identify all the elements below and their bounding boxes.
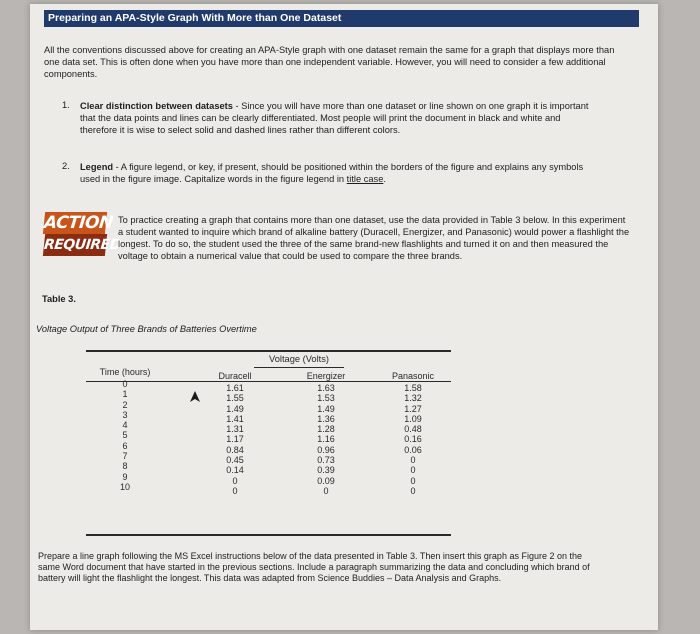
action-paragraph: To practice creating a graph that contains more than one dataset, use the data provided in Table 3 below. In this experiment a student wanted to inquire which brand of alkaline battery (Duracell, Energizer, and Panasonic) would power a flashlight the longest. To do so, the student used the three of the same brand-new flashlights and turned it on and then measured the voltage to obtain a numerical value that could be used to compare the three brands. (118, 215, 630, 261)
table-cell-energizer: 0.09 (317, 475, 335, 486)
badge-line-required: REQUIRED (43, 234, 107, 256)
table-cell-duracell: 1.55 (226, 393, 244, 404)
table-cell-panasonic: 1.09 (404, 413, 422, 424)
table-cell-energizer: 1.53 (317, 393, 335, 404)
badge-line-action: ACTION (42, 213, 114, 233)
table-cell-energizer: 1.28 (317, 424, 335, 435)
table-cell-duracell: 0 (232, 485, 238, 496)
list-body-1: - Since you will have more than one dataset or line shown on one graph it is important that the data points and lines can be clearly differentiated. Most people will print the document in black and white and therefore it is wise to select solid and dashed lines rather than different colors. (80, 101, 589, 135)
table-cell-time: 2 (122, 399, 128, 410)
list-number-1: 1. (62, 100, 70, 110)
table-column-panasonic (382, 371, 444, 496)
document-page (30, 4, 658, 630)
table-cell-duracell: 0 (232, 475, 238, 486)
table-cell-time: 1 (122, 389, 128, 400)
table-cell-duracell: 1.31 (226, 424, 244, 435)
table-top-rule (86, 350, 451, 352)
table-cell-energizer: 0.73 (317, 455, 335, 466)
table-cell-panasonic: 0 (410, 465, 416, 476)
table-cell-duracell: 0.45 (226, 455, 244, 466)
table-cell-panasonic: 0 (410, 455, 416, 466)
table-cell-energizer: 1.16 (317, 434, 335, 445)
action-required-badge (42, 212, 122, 258)
table-cell-duracell: 0.84 (226, 444, 244, 455)
table-cell-duracell: 1.41 (226, 413, 244, 424)
table-cell-panasonic: 0.48 (404, 424, 422, 435)
table-cell-time: 8 (122, 461, 128, 472)
table-cell-panasonic: 1.58 (404, 383, 422, 393)
table-cell-time: 5 (122, 430, 128, 441)
list-end-2: . (383, 174, 386, 184)
table-cell-panasonic: 0 (410, 485, 416, 496)
table-cell-energizer: 1.36 (317, 413, 335, 424)
table-cell-time: 6 (122, 440, 128, 451)
column-header-duracell: Duracell (218, 371, 252, 381)
table-cell-duracell: 1.49 (226, 403, 244, 414)
table-cell-panasonic: 0 (410, 475, 416, 486)
table-cell-energizer: 0.96 (317, 444, 335, 455)
table-cell-time: 0 (122, 379, 128, 389)
table-cell-panasonic: 0.16 (404, 434, 422, 445)
table-cell-energizer: 0 (323, 485, 329, 496)
table-cell-panasonic: 1.27 (404, 403, 422, 414)
closing-paragraph: Prepare a line graph following the MS Excel instructions below of the data presented in Table 3. Then insert this graph as Figure 2 on the same Word document that have started in the previous sections. Include a paragraph summarizing the data and concluding which brand of battery will light the flashlight the longest. This data was adapted from Science Buddies – Data Analysis and Graphs. (38, 551, 590, 584)
table-cell-time: 10 (119, 481, 130, 492)
table-cell-energizer: 1.63 (317, 383, 335, 393)
table-cell-time: 7 (122, 451, 128, 462)
table-cell-time: 4 (122, 420, 128, 431)
table-cell-duracell: 0.14 (226, 465, 244, 476)
table-cell-energizer: 1.49 (317, 403, 335, 414)
table-cell-panasonic: 1.32 (404, 393, 422, 404)
intro-paragraph: All the conventions discussed above for creating an APA-Style graph with one dataset remain the same for a graph that displays more than one data set. This is often done when you have more than one independent variable. However, you will need to consider a few additional components. (44, 45, 615, 79)
voltage-spanner: Voltage (Volts) (269, 354, 329, 364)
list-number-2: 2. (62, 161, 70, 171)
table-label: Table 3. (42, 294, 76, 304)
list-item-2 (80, 161, 600, 185)
list-item-1 (80, 100, 600, 136)
table-column-energizer (292, 371, 360, 496)
table-cell-time: 3 (122, 409, 128, 420)
list-term-2: Legend (80, 162, 114, 172)
table-caption: Voltage Output of Three Brands of Batteries Overtime (36, 324, 257, 334)
list-term-1: Clear distinction between datasets (80, 101, 233, 111)
list-body-2: - A figure legend, or key, if present, should be positioned within the borders of the figure and explains any symbols used in the figure image. Capitalize words in the figure legend in (80, 162, 584, 184)
title-case-link[interactable]: title case (346, 174, 384, 184)
column-header-panasonic: Panasonic (391, 371, 435, 381)
cursor-arrow-icon (188, 390, 202, 404)
table-cell-energizer: 0.39 (317, 465, 335, 476)
table-bottom-rule (86, 534, 451, 536)
column-header-energizer: Energizer (306, 371, 346, 381)
table-cell-duracell: 1.17 (226, 434, 244, 445)
table-cell-panasonic: 0.06 (404, 444, 422, 455)
section-title: Preparing an APA-Style Graph With More than One Dataset (44, 10, 639, 27)
table-cell-time: 9 (122, 471, 128, 482)
table-cell-duracell: 1.61 (226, 383, 244, 393)
spanner-rule (254, 367, 344, 368)
table-column-duracell (205, 371, 265, 496)
table-column-time (90, 367, 160, 492)
column-header-time: Time (hours) (99, 367, 151, 377)
